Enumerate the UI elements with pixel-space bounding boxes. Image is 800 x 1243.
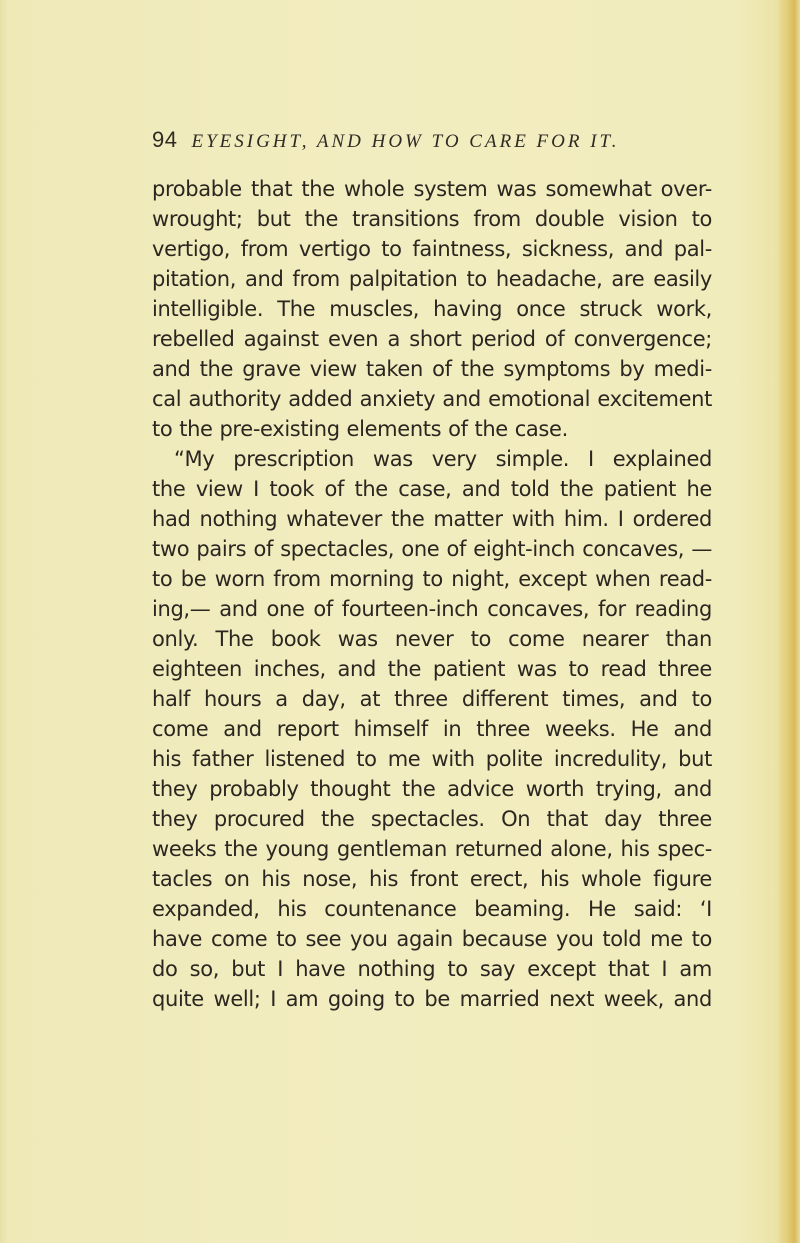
text-line-paragraph-start: “My prescription was very simple. I explained [174,447,712,471]
text-line: tacles on his nose, his front erect, his whole figure [152,867,712,891]
text-line: expanded, his countenance beaming. He said: ‘I [152,897,712,921]
text-line: to be worn from morning to night, except when read- [152,567,712,591]
text-line: the view I took of the case, and told the patient he [152,477,712,501]
text-line: cal authority added anxiety and emotional excitement [152,387,712,411]
text-line: his father listened to me with polite incredulity, but [152,747,712,771]
text-line-paragraph-end: to the pre-existing elements of the case. [152,417,568,441]
text-line: have come to see you again because you told me to [152,927,712,951]
text-line: do so, but I have nothing to say except that I am [152,957,712,981]
text-line: they procured the spectacles. On that day three [152,807,712,831]
text-line: half hours a day, at three different times, and to [152,687,712,711]
text-line: had nothing whatever the matter with him. I ordered [152,507,712,531]
text-line: only. The book was never to come nearer than [152,627,712,651]
text-line: eighteen inches, and the patient was to read three [152,657,712,681]
page-gutter-shadow [0,0,8,1243]
text-line: weeks the young gentleman returned alone, his spec- [152,837,712,861]
text-line: two pairs of spectacles, one of eight-inch concaves, — [152,537,712,561]
text-line: quite well; I am going to be married next week, and [152,987,712,1011]
text-line: they probably thought the advice worth trying, and [152,777,712,801]
text-line: rebelled against even a short period of convergence; [152,327,712,351]
text-line: wrought; but the transitions from double vision to [152,207,712,231]
text-line: probable that the whole system was somewhat over- [152,177,712,201]
page-number: 94 [152,127,178,152]
text-line: come and report himself in three weeks. He and [152,717,712,741]
text-line: ing,— and one of fourteen-inch concaves, for reading [152,597,712,621]
body-text [152,174,712,1014]
running-title: EYESIGHT, AND HOW TO CARE FOR IT. [191,131,620,152]
running-head [152,127,712,157]
text-line: and the grave view taken of the symptoms by medi- [152,357,712,381]
text-line: pitation, and from palpitation to headache, are easily [152,267,712,291]
text-line: intelligible. The muscles, having once struck work, [152,297,712,321]
text-line: vertigo, from vertigo to faintness, sickness, and pal- [152,237,712,261]
page-edge-discoloration [778,0,800,1243]
